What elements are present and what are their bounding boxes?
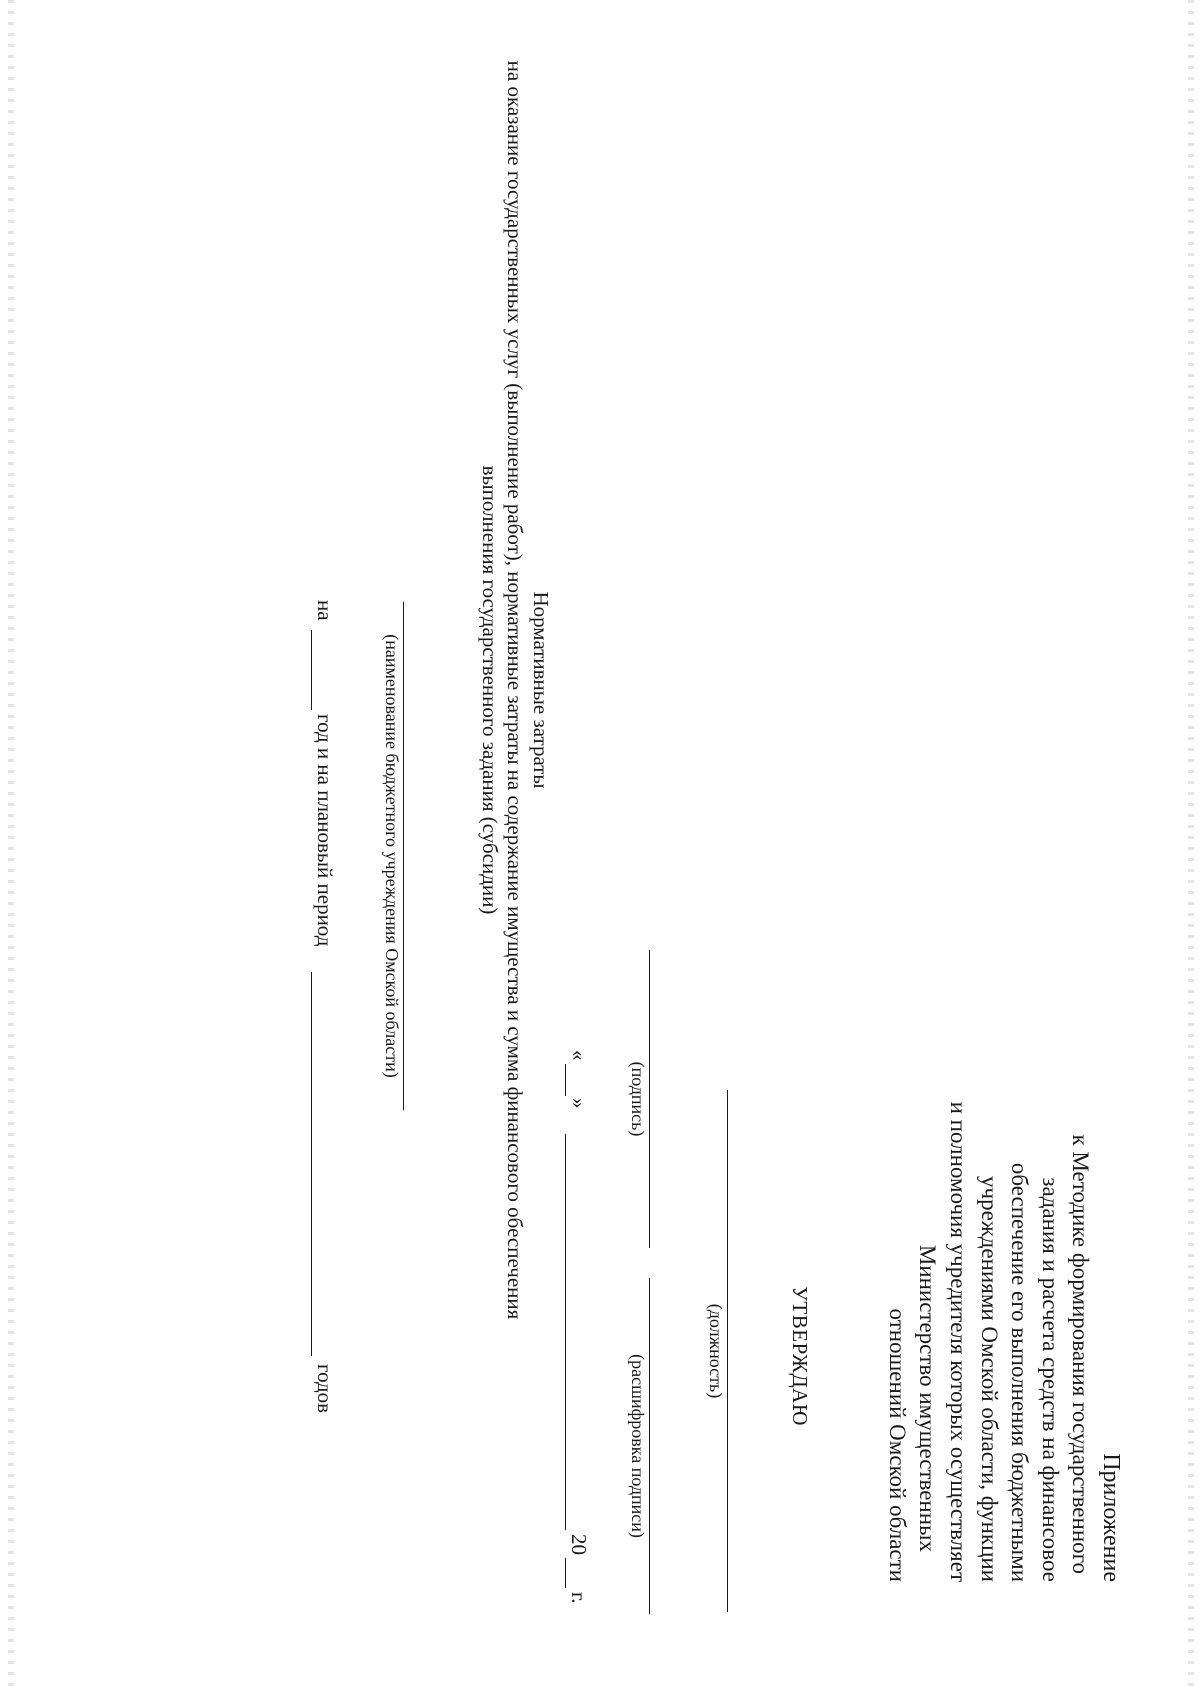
appendix-header [881,922,1126,1582]
appendix-line: задания и расчета средств на финансовое [1037,1177,1063,1582]
document-title-line2: на оказание государственных услуг (выполнение работ), нормативные затраты на содержание имущества и сумма финансового обеспечения [503,60,527,1320]
document-title-line3: выполнения государственного задания (субсидии) [478,465,502,915]
document-title-line1: Нормативные затраты [529,591,553,789]
signature-decoding-caption: (расшифровка подписи) [628,1354,648,1538]
date-open-quote: « [567,1050,591,1061]
signature-caption: (подпись) [628,1061,648,1137]
appendix-line: и полномочия учредителя которых осуществляет [946,1101,972,1582]
appendix-line: к Методике формирования государственного [1068,1134,1094,1574]
date-month-line [565,1134,566,1530]
appendix-line: отношений Омской области [884,1308,910,1582]
date-year-suffix: г. [567,1592,591,1604]
approval-title: УТВЕРЖДАЮ [788,1286,812,1426]
planning-period [306,600,346,1430]
signature-line [649,950,650,1248]
date-close-quote: » [567,1098,591,1109]
position-caption: (должность) [706,1303,726,1399]
appendix-line: учреждениями Омской области, функции [976,1176,1002,1582]
period-year-line [311,630,312,710]
date-day-line [565,1064,566,1096]
period-years-line [311,972,312,1356]
signature-decoding-line [649,1278,650,1614]
approval-date [560,1050,600,1610]
period-prefix: на [313,600,337,621]
appendix-line: Приложение [1098,1453,1124,1582]
date-year-prefix: 20 [567,1534,591,1555]
date-year-line [565,1558,566,1588]
period-suffix: годов [313,1364,337,1414]
appendix-line: обеспечение его выполнения бюджетными [1007,1162,1033,1582]
institution-name-caption: (наименование бюджетного учреждения Омской области) [382,634,402,1078]
position-line [727,1090,728,1612]
period-middle: год и на плановый период [313,714,337,947]
appendix-line: Министерство имущественных [915,1244,941,1552]
institution-name-line [403,602,404,1110]
